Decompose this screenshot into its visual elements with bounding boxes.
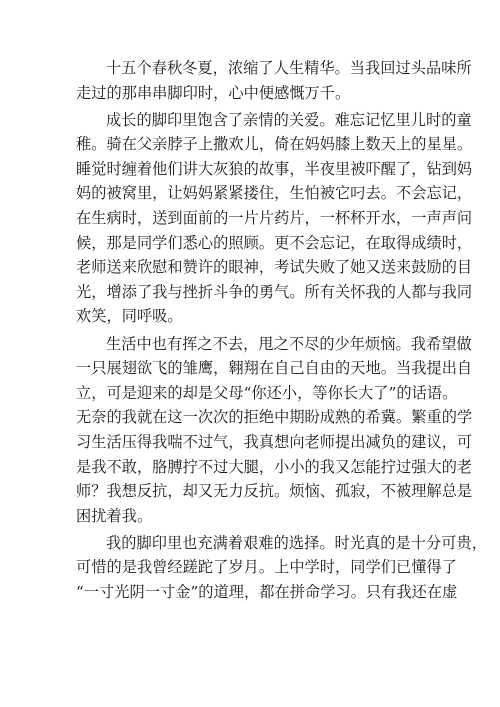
text-line: 可惜的是我曾经蹉跎了岁月。上中学时，同学们已懂得了 [76, 558, 457, 577]
paragraph-1 [76, 56, 472, 105]
paragraph-3 [76, 332, 473, 529]
text-line: “一寸光阴一寸金”的道理，都在拼命学习。只有我还在虚 [76, 582, 458, 601]
text-line: 老师送来欣慰和赞许的眼神，考试失败了她又送来鼓励的目 [76, 258, 473, 277]
text-line: 一只展翅欲飞的雏鹰，翱翔在自己自由的天地。当我提出自 [76, 359, 473, 378]
text-line: 我的脚印里也充满着艰难的选择。时光真的是十分可贵， [106, 533, 487, 552]
text-line: 习生活压得我喘不过气，我真想向老师提出减负的建议，可 [76, 432, 473, 451]
text-line: 欢笑，同呼吸。 [76, 307, 183, 326]
paragraph-4 [76, 531, 487, 605]
text-line: 困扰着我。 [76, 506, 153, 525]
text-line: 立，可是迎来的却是父母“你还小，等你长大了”的话语。 [76, 383, 458, 402]
text-line: 候，那是同学们悉心的照顾。更不会忘记，在取得成绩时， [76, 233, 473, 252]
text-line: 是我不敢，胳膊拧不过大腿，小小的我又怎能拧过强大的老 [76, 457, 473, 476]
text-line: 成长的脚印里饱含了亲情的关爱。难忘记忆里儿时的童 [106, 110, 472, 129]
text-line: 在生病时，送到面前的一片片药片，一杯杯开水，一声声问 [76, 209, 473, 228]
text-line: 师？我想反抗，却又无力反抗。烦恼、孤寂，不被理解总是 [76, 482, 473, 501]
text-line: 无奈的我就在这一次次的拒绝中期盼成熟的希冀。繁重的学 [76, 408, 473, 427]
text-line: 妈的被窝里，让妈妈紧紧搂住，生怕被它叼去。不会忘记， [76, 184, 473, 203]
text-line: 睡觉时缠着他们讲大灰狼的故事，半夜里被吓醒了，钻到妈 [76, 159, 473, 178]
text-line: 光，增添了我与挫折斗争的勇气。所有关怀我的人都与我同 [76, 282, 473, 301]
text-line: 稚。骑在父亲脖子上撒欢儿，倚在妈妈膝上数天上的星星。 [76, 135, 473, 154]
text-line: 生活中也有挥之不去，甩之不尽的少年烦恼。我希望做 [106, 334, 472, 353]
document-page [76, 56, 487, 607]
text-line: 十五个春秋冬夏，浓缩了人生精华。当我回过头品味所 [106, 59, 472, 77]
text-line: 走过的那串串脚印时，心中便感慨万千。 [76, 83, 351, 102]
paragraph-2 [76, 108, 473, 329]
